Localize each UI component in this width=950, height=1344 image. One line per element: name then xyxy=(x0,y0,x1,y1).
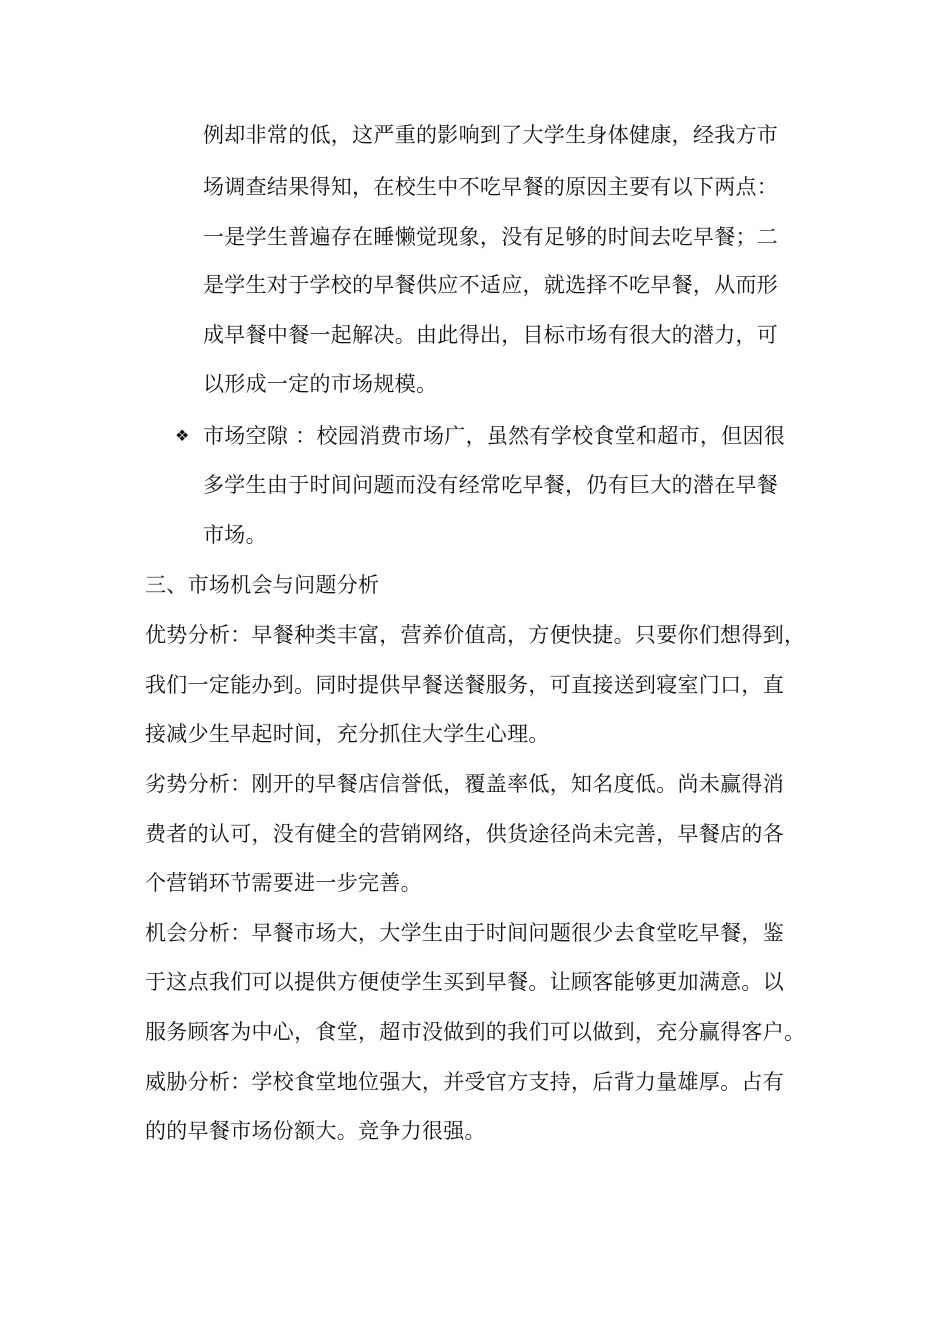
paragraph-line: 接减少生早起时间，充分抓住大学生心理。 xyxy=(145,722,550,746)
diamond-bullet-icon: ❖ xyxy=(175,426,190,445)
section-heading: 三、市场机会与问题分析 xyxy=(145,573,380,597)
paragraph-line: 优势分析：早餐种类丰富，营养价值高，方便快捷。只要你们想得到， xyxy=(145,623,806,647)
paragraph-line: 个营销环节需要进一步完善。 xyxy=(145,871,422,895)
paragraph-line: 劣势分析：刚开的早餐店信誉低，覆盖率低，知名度低。尚未赢得消 xyxy=(145,772,784,796)
paragraph-line: 多学生由于时间问题而没有经常吃早餐，仍有巨大的潜在早餐 xyxy=(203,473,779,497)
paragraph-line: 市场空隙 ：校园消费市场广，虽然有学校食堂和超市，但因很 xyxy=(203,424,786,448)
paragraph-line: 市场。 xyxy=(203,523,267,547)
paragraph-line: 于这点我们可以提供方便使学生买到早餐。让顾客能够更加满意。以 xyxy=(145,970,784,994)
paragraph-line: 服务顾客为中心，食堂，超市没做到的我们可以做到，充分赢得客户。 xyxy=(145,1020,806,1044)
paragraph-line: 我们一定能办到。同时提供早餐送餐服务，可直接送到寝室门口，直 xyxy=(145,673,784,697)
paragraph-line: 机会分析：早餐市场大，大学生由于时间问题很少去食堂吃早餐，鉴 xyxy=(145,921,784,945)
paragraph-line: 费者的认可，没有健全的营销网络，供货途径尚未完善，早餐店的各 xyxy=(145,822,784,846)
paragraph-line: 场调查结果得知，在校生中不吃早餐的原因主要有以下两点： xyxy=(203,175,779,199)
paragraph-line: 是学生对于学校的早餐供应不适应，就选择不吃早餐，从而形 xyxy=(203,273,779,297)
paragraph-line: 以形成一定的市场规模。 xyxy=(203,372,438,396)
paragraph-line: 威胁分析：学校食堂地位强大，并受官方支持，后背力量雄厚。占有 xyxy=(145,1070,784,1094)
paragraph-line: 的的早餐市场份额大。竞争力很强。 xyxy=(145,1119,486,1143)
paragraph-line: 例却非常的低，这严重的影响到了大学生身体健康，经我方市 xyxy=(203,123,779,147)
paragraph-line: 成早餐中餐一起解决。由此得出，目标市场有很大的潜力，可 xyxy=(203,323,779,347)
paragraph-line: 一是学生普遍存在睡懒觉现象，没有足够的时间去吃早餐；二 xyxy=(203,225,779,249)
